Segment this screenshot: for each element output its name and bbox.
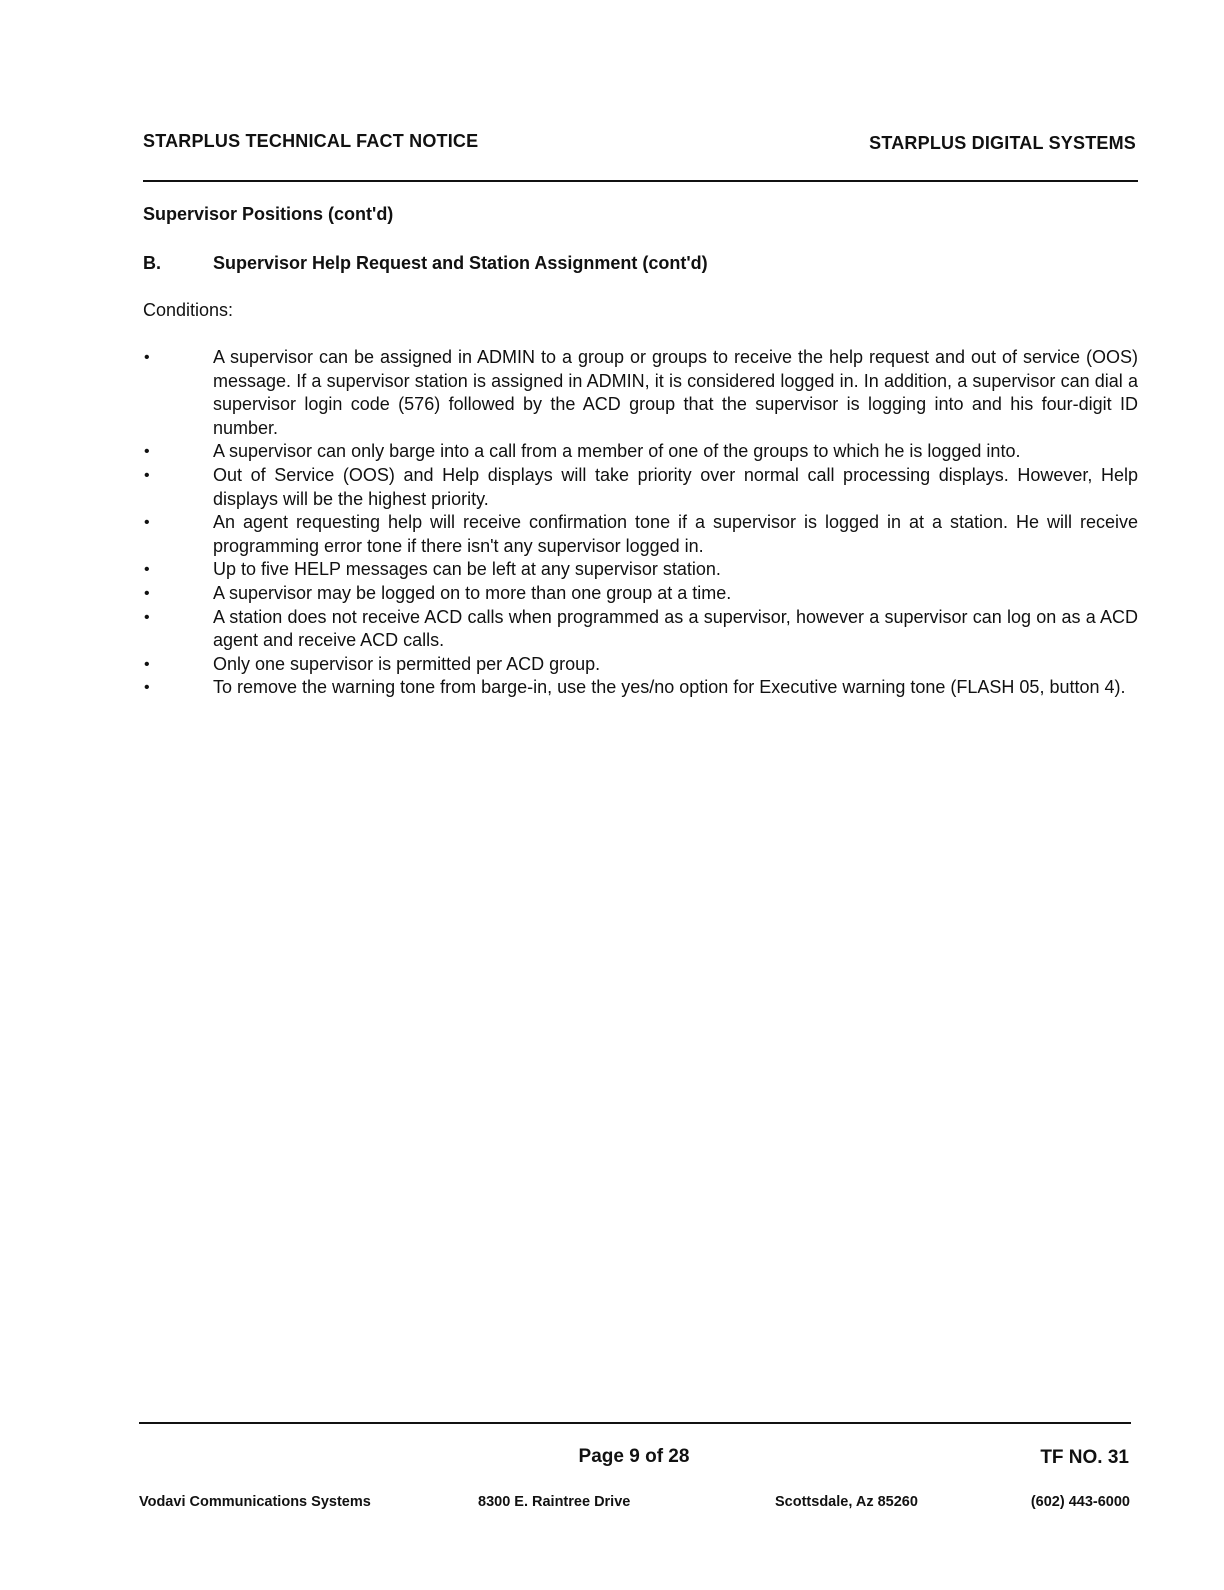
subsection-title: Supervisor Help Request and Station Assignment (cont'd) (213, 253, 708, 273)
list-item-text: Up to five HELP messages can be left at any supervisor station. (213, 559, 721, 580)
header-divider (143, 180, 1138, 182)
subsection-letter: B. (143, 253, 161, 273)
list-item-text: An agent requesting help will receive confirmation tone if a supervisor is logged in at a station. He will receive programming error tone if there isn't any supervisor logged in. (213, 512, 1138, 556)
list-item (143, 558, 1138, 582)
bullet-icon: • (144, 608, 150, 626)
footer-company: Vodavi Communications Systems (139, 1494, 371, 1510)
bullet-icon: • (144, 514, 150, 532)
list-item-text: Out of Service (OOS) and Help displays will take priority over normal call processing displays. However, Help displays will be the highest priority. (213, 464, 1138, 509)
header-left-title: STARPLUS TECHNICAL FACT NOTICE (143, 131, 479, 151)
section-title: Supervisor Positions (cont'd) (143, 204, 394, 224)
list-item-text: A supervisor can only barge into a call from a member of one of the groups to which he is logged into. (213, 441, 1021, 462)
list-item-text: To remove the warning tone from barge-in, use the yes/no option for Executive warning tone (FLASH 05, button 4). (213, 677, 1126, 698)
bullet-icon: • (144, 655, 150, 673)
footer-address: 8300 E. Raintree Drive (478, 1494, 631, 1510)
bullet-icon: • (144, 584, 150, 602)
bullet-icon: • (144, 679, 150, 697)
list-item (143, 606, 1138, 653)
list-item (143, 464, 1138, 511)
list-item (143, 440, 1138, 464)
page-number: Page 9 of 28 (578, 1446, 690, 1467)
tf-number: TF NO. 31 (1040, 1447, 1129, 1468)
list-item-text: A supervisor can be assigned in ADMIN to a group or groups to receive the help request and out of service (OOS) message. If a supervisor station is assigned in ADMIN, it is considered logged in. In addition, a supervisor can dial a supervisor login code (576) followed by the ACD group that the supervisor is logging into and his four-digit ID number. (213, 347, 1138, 438)
bullet-icon: • (144, 443, 150, 461)
list-item-text: A supervisor may be logged on to more than one group at a time. (213, 582, 732, 603)
bullet-icon: • (144, 561, 150, 579)
list-item (143, 346, 1138, 440)
footer-city: Scottsdale, Az 85260 (775, 1494, 918, 1510)
list-item (143, 511, 1138, 558)
list-item (143, 653, 1138, 677)
conditions-label: Conditions: (143, 300, 234, 320)
list-item (143, 582, 1138, 606)
conditions-list (143, 346, 1138, 700)
list-item (143, 676, 1138, 700)
bullet-icon: • (144, 466, 150, 484)
bullet-icon: • (144, 349, 150, 366)
header-right-title: STARPLUS DIGITAL SYSTEMS (869, 133, 1136, 153)
footer-phone: (602) 443-6000 (1030, 1494, 1130, 1510)
list-item-text: A station does not receive ACD calls when programmed as a supervisor, however a supervisor can log on as a ACD agent and receive ACD calls. (213, 606, 1138, 651)
footer-divider (139, 1422, 1131, 1424)
list-item-text: Only one supervisor is permitted per ACD group. (213, 653, 601, 674)
